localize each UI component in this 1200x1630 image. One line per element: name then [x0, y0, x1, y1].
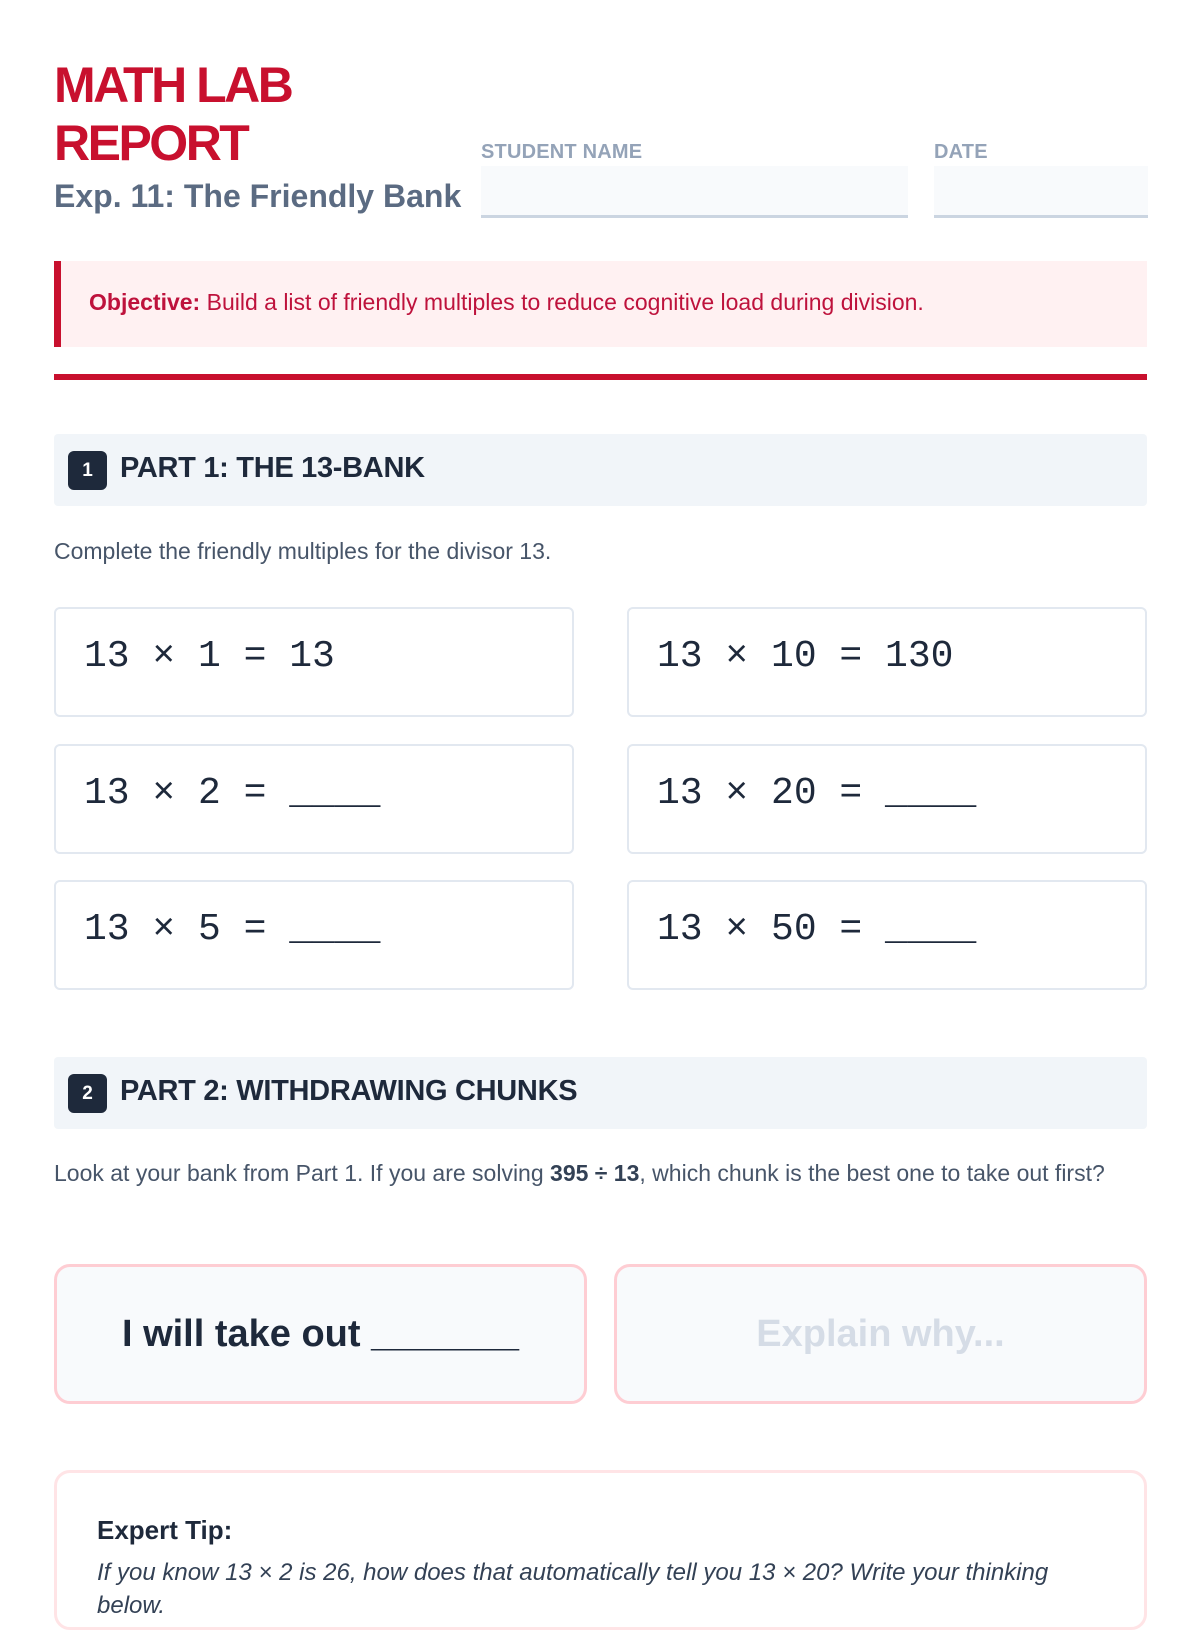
multiple-13x10: 13 × 10 = 130: [627, 607, 1147, 717]
part-1-title: PART 1: THE 13-BANK: [120, 452, 425, 484]
objective-label: Objective:: [89, 289, 201, 315]
date-field[interactable]: [934, 166, 1148, 218]
objective-text: Build a list of friendly multiples to reduce cognitive load during division.: [206, 289, 924, 315]
part-1-number-badge: 1: [68, 451, 107, 490]
report-title-line-1: MATH LAB: [54, 57, 292, 113]
report-header: [54, 56, 1147, 226]
expert-tip-box: [54, 1470, 1147, 1630]
multiple-13x1: 13 × 1 = 13: [54, 607, 574, 717]
header-divider: [54, 374, 1147, 380]
part-2-instruction: [54, 1156, 1147, 1190]
part-1-header: [54, 434, 1147, 506]
multiple-13x50[interactable]: 13 × 50 = ____: [627, 880, 1147, 990]
part-2-instruction-end: , which chunk is the best one to take out first?: [639, 1160, 1105, 1186]
division-problem: 395 ÷ 13: [550, 1160, 640, 1186]
part-2-number-badge: 2: [68, 1074, 107, 1113]
expert-tip-title: Expert Tip:: [97, 1515, 233, 1545]
date-label: DATE: [934, 141, 988, 163]
expert-tip-text: If you know 13 × 2 is 26, how does that automatically tell you 13 × 20? Write your thinking below.: [97, 1559, 1049, 1619]
multiple-13x2[interactable]: 13 × 2 = ____: [54, 744, 574, 854]
student-name-field[interactable]: [481, 166, 908, 218]
multiple-13x5[interactable]: 13 × 5 = ____: [54, 880, 574, 990]
part-2-title: PART 2: WITHDRAWING CHUNKS: [120, 1075, 578, 1107]
explain-why-box[interactable]: Explain why...: [614, 1264, 1147, 1404]
part-2-instruction-start: Look at your bank from Part 1. If you are solving: [54, 1160, 551, 1186]
report-title: [54, 56, 291, 172]
objective-callout: [54, 261, 1147, 347]
part-2-header: [54, 1057, 1147, 1129]
report-title-line-2: REPORT: [54, 115, 248, 171]
chunk-answer-box[interactable]: I will take out _______: [54, 1264, 587, 1404]
part-1-instruction: Complete the friendly multiples for the divisor 13.: [54, 538, 552, 564]
student-name-label: STUDENT NAME: [481, 141, 643, 163]
multiple-13x20[interactable]: 13 × 20 = ____: [627, 744, 1147, 854]
worksheet-page: [54, 0, 1147, 1619]
experiment-subtitle: Exp. 11: The Friendly Bank: [54, 178, 462, 214]
